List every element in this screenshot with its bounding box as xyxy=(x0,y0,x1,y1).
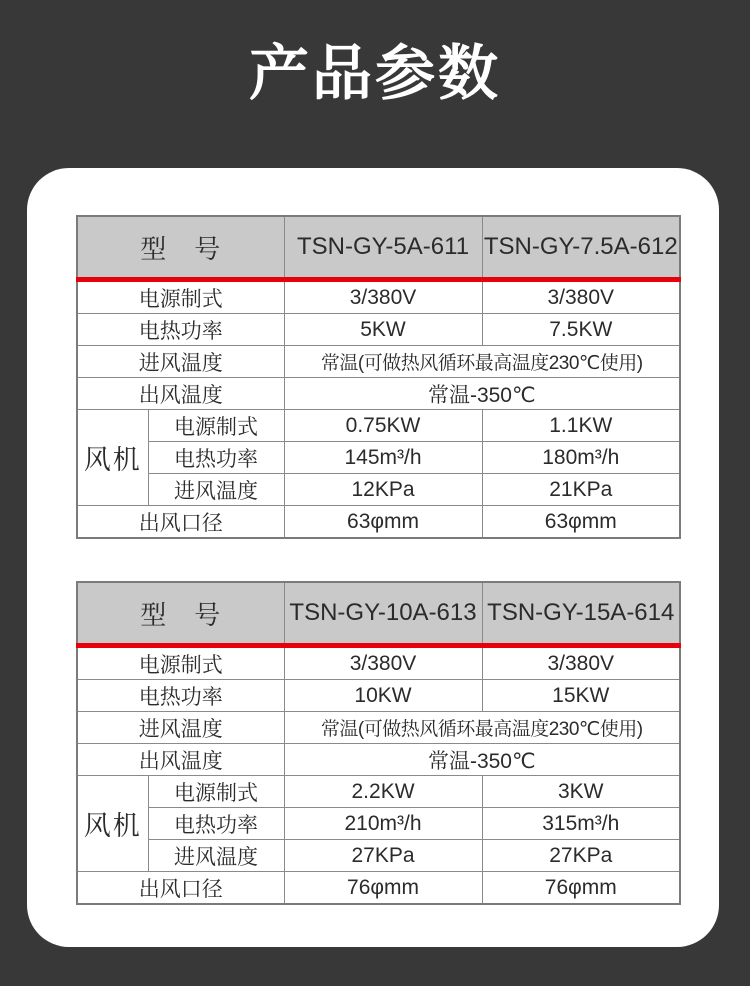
row-value-b: 3KW xyxy=(482,776,680,808)
row-value-a: 27KPa xyxy=(284,840,482,872)
model-b-header: TSN-GY-15A-614 xyxy=(482,582,680,646)
row-label: 电源制式 xyxy=(148,410,284,442)
model-header-label: 型 号 xyxy=(77,216,284,280)
row-value-a: 3/380V xyxy=(284,280,482,314)
row-label: 出风口径 xyxy=(77,872,284,905)
row-value-a: 12KPa xyxy=(284,474,482,506)
row-value-b: 7.5KW xyxy=(482,314,680,346)
model-a-header: TSN-GY-5A-611 xyxy=(284,216,482,280)
row-heating-power xyxy=(77,314,680,346)
row-value-a: 63φmm xyxy=(284,506,482,539)
row-fan-3 xyxy=(77,840,680,872)
row-label: 出风口径 xyxy=(77,506,284,539)
row-label: 进风温度 xyxy=(77,346,284,378)
row-power-mode xyxy=(77,280,680,314)
row-label: 电热功率 xyxy=(77,680,284,712)
row-label: 进风温度 xyxy=(77,712,284,744)
table-header-row xyxy=(77,582,680,646)
row-value-b: 3/380V xyxy=(482,646,680,680)
row-label: 电热功率 xyxy=(148,808,284,840)
fan-group-label: 风机 xyxy=(77,776,148,872)
page-title: 产品参数 xyxy=(249,40,501,107)
row-label: 电源制式 xyxy=(77,280,284,314)
row-value-a: 5KW xyxy=(284,314,482,346)
row-value-a: 76φmm xyxy=(284,872,482,905)
row-value-a: 145m³/h xyxy=(284,442,482,474)
row-label: 出风温度 xyxy=(77,744,284,776)
row-value-a: 0.75KW xyxy=(284,410,482,442)
row-value-b: 27KPa xyxy=(482,840,680,872)
row-value-b: 76φmm xyxy=(482,872,680,905)
row-value-span: 常温-350℃ xyxy=(284,378,680,410)
row-value-span: 常温(可做热风循环最高温度230℃使用) xyxy=(284,712,680,744)
spec-table-models-611-612 xyxy=(76,215,681,539)
model-b-header: TSN-GY-7.5A-612 xyxy=(482,216,680,280)
row-fan-3 xyxy=(77,474,680,506)
fan-group-label: 风机 xyxy=(77,410,148,506)
row-fan-2 xyxy=(77,442,680,474)
row-label: 电热功率 xyxy=(148,442,284,474)
row-fan-2 xyxy=(77,808,680,840)
row-value-span: 常温(可做热风循环最高温度230℃使用) xyxy=(284,346,680,378)
row-value-a: 210m³/h xyxy=(284,808,482,840)
row-inlet-temp xyxy=(77,712,680,744)
model-header-label: 型 号 xyxy=(77,582,284,646)
row-value-b: 3/380V xyxy=(482,280,680,314)
row-inlet-temp xyxy=(77,346,680,378)
row-value-a: 3/380V xyxy=(284,646,482,680)
row-fan-1 xyxy=(77,776,680,808)
model-a-header: TSN-GY-10A-613 xyxy=(284,582,482,646)
row-label: 电源制式 xyxy=(77,646,284,680)
row-value-b: 21KPa xyxy=(482,474,680,506)
row-value-span: 常温-350℃ xyxy=(284,744,680,776)
row-label: 电源制式 xyxy=(148,776,284,808)
row-outlet-diameter xyxy=(77,872,680,905)
row-power-mode xyxy=(77,646,680,680)
row-value-b: 180m³/h xyxy=(482,442,680,474)
row-label: 电热功率 xyxy=(77,314,284,346)
row-value-b: 1.1KW xyxy=(482,410,680,442)
row-label: 进风温度 xyxy=(148,840,284,872)
row-value-a: 10KW xyxy=(284,680,482,712)
row-value-b: 15KW xyxy=(482,680,680,712)
row-value-b: 63φmm xyxy=(482,506,680,539)
row-label: 出风温度 xyxy=(77,378,284,410)
row-fan-1 xyxy=(77,410,680,442)
row-value-a: 2.2KW xyxy=(284,776,482,808)
row-outlet-temp xyxy=(77,744,680,776)
row-value-b: 315m³/h xyxy=(482,808,680,840)
table-header-row xyxy=(77,216,680,280)
spec-table-models-613-614 xyxy=(76,581,681,905)
content-card xyxy=(27,168,719,947)
row-heating-power xyxy=(77,680,680,712)
row-label: 进风温度 xyxy=(148,474,284,506)
row-outlet-temp xyxy=(77,378,680,410)
row-outlet-diameter xyxy=(77,506,680,539)
